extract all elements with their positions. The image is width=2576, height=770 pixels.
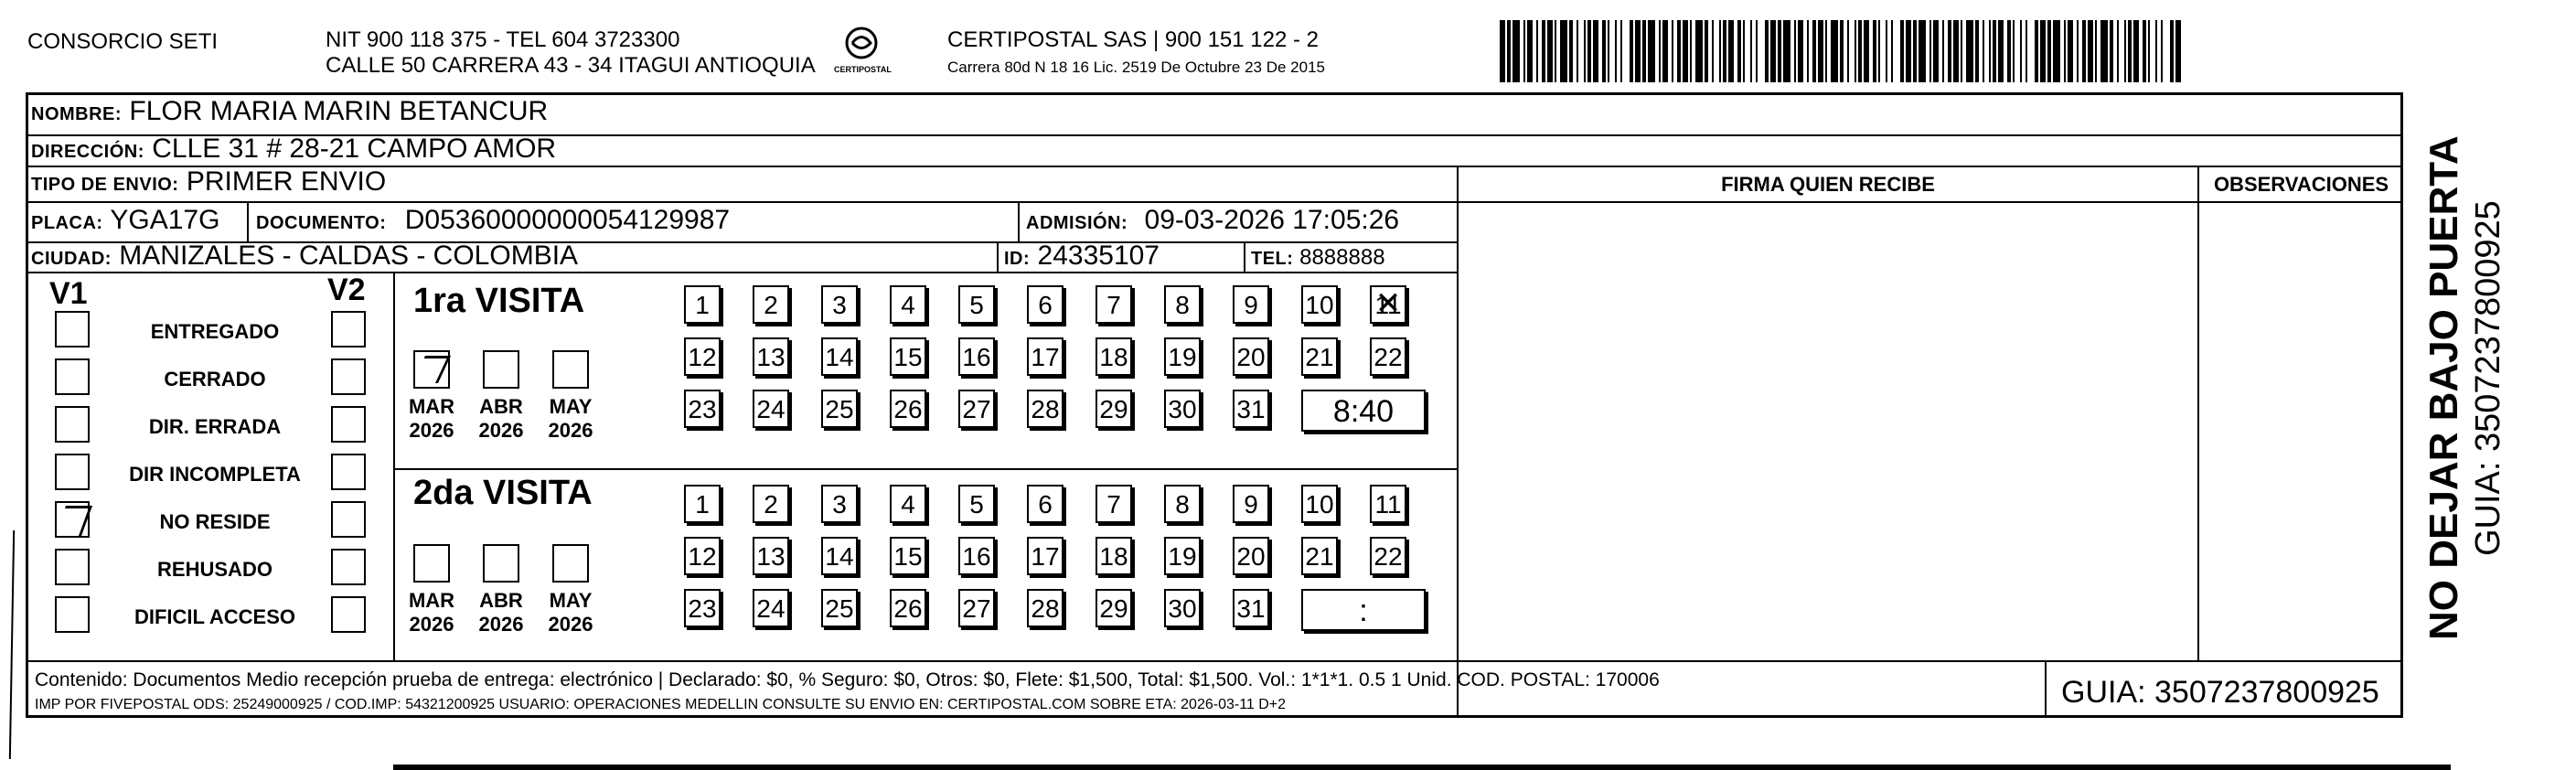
visit1-day-box[interactable]: 1 [684, 285, 721, 324]
tipo-label: TIPO DE ENVIO: [31, 175, 179, 195]
visit2-day-box[interactable]: 22 [1370, 537, 1406, 575]
barcode-bar [2027, 20, 2035, 82]
visit2-month-label: ABR [479, 589, 523, 612]
placa-field [31, 206, 219, 238]
visit1-day-box[interactable]: 25 [821, 390, 858, 428]
barcode-bar [1758, 20, 1765, 82]
visit1-day-box[interactable]: 7 [1096, 285, 1132, 324]
visit1-day-box[interactable]: 21 [1301, 337, 1338, 376]
certipostal-logo [834, 26, 892, 80]
barcode-bar [1622, 20, 1630, 82]
visit2-day-box[interactable]: 9 [1233, 485, 1269, 523]
visit1-month-checkbox[interactable] [413, 350, 450, 389]
placa-label: PLACA: [31, 213, 103, 233]
visit1-day-box[interactable]: 3 [821, 285, 858, 324]
visit1-title: 1ra VISITA [413, 282, 585, 320]
visit1-day-box[interactable]: 14 [821, 337, 858, 376]
firma-header: FIRMA QUIEN RECIBE [1721, 173, 1935, 196]
visit1-day-box[interactable]: 27 [958, 390, 995, 428]
visit1-day-box[interactable]: 22 [1370, 337, 1406, 376]
ciudad-label: CIUDAD: [31, 249, 112, 269]
visit1-day-box[interactable]: 10 [1301, 285, 1338, 324]
visit2-day-box[interactable]: 5 [958, 485, 995, 523]
direccion-label: DIRECCIÓN: [31, 142, 144, 162]
documento-label: DOCUMENTO: [256, 213, 387, 233]
footer-guia: GUIA: 3507237800925 [2061, 675, 2379, 710]
visit1-month-checkbox[interactable] [552, 350, 589, 389]
tel-label: TEL: [1251, 249, 1294, 269]
visit2-day-box[interactable]: 13 [753, 537, 789, 575]
visit2-day-box[interactable]: 26 [890, 589, 926, 627]
tel-value: 8888888 [1299, 245, 1385, 270]
no-dejar-bajo-puerta: NO DEJAR BAJO PUERTA [2421, 135, 2466, 640]
visit2-day-box[interactable]: 14 [821, 537, 858, 575]
v2-checkbox[interactable] [331, 549, 366, 585]
barcode-bar [1893, 20, 1900, 82]
ciudad-value: MANIZALES - CALDAS - COLOMBIA [119, 241, 579, 271]
status-label: REHUSADO [157, 558, 273, 581]
visit1-day-box[interactable]: 15 [890, 337, 926, 376]
license-line: Carrera 80d N 18 16 Lic. 2519 De Octubre 23 De 2015 [947, 59, 1325, 76]
visit1-month-checkbox[interactable] [483, 350, 519, 389]
status-label: CERRADO [164, 368, 266, 390]
visit2-month-label: MAR [408, 589, 455, 612]
visit1-day-box[interactable]: 31 [1233, 390, 1269, 428]
v1-header: V1 [49, 276, 88, 311]
visit2-day-box[interactable]: 18 [1096, 537, 1132, 575]
v1-checkbox[interactable] [55, 549, 90, 585]
company-name: CONSORCIO SETI [27, 29, 219, 54]
v2-checkbox[interactable] [331, 311, 366, 348]
visit2-day-box[interactable]: 30 [1164, 589, 1201, 627]
visit1-day-box[interactable]: 19 [1164, 337, 1201, 376]
barcode-bar [2100, 20, 2108, 82]
visit2-day-box[interactable]: 29 [1096, 589, 1132, 627]
visit1-year-label: 2026 [409, 419, 454, 442]
nombre-value: FLOR MARIA MARIN BETANCUR [129, 96, 549, 126]
visit2-day-box[interactable]: 23 [684, 589, 721, 627]
visit2-day-box[interactable]: 6 [1027, 485, 1064, 523]
visit2-day-box[interactable]: 21 [1301, 537, 1338, 575]
v2-checkbox[interactable] [331, 501, 366, 538]
id-value: 24335107 [1037, 241, 1160, 271]
scan-left-mark [9, 530, 15, 759]
address-line: CALLE 50 CARRERA 43 - 34 ITAGUI ANTIOQUIA [326, 53, 816, 78]
visit1-day-box[interactable]: 24 [753, 390, 789, 428]
visit2-month-checkbox[interactable] [552, 544, 589, 583]
visit2-day-box[interactable]: 24 [753, 589, 789, 627]
visit2-day-box[interactable]: 31 [1233, 589, 1269, 627]
scan-edge-line [393, 765, 2451, 770]
visit2-day-box[interactable]: 15 [890, 537, 926, 575]
visit1-day-box[interactable]: 12 [684, 337, 721, 376]
barcode [1500, 20, 2181, 82]
v2-checkbox[interactable] [331, 406, 366, 443]
documento-value: D05360000000054129987 [404, 205, 731, 235]
visit1-year-label: 2026 [548, 419, 593, 442]
v1-checkbox[interactable] [55, 454, 90, 490]
visit2-day-box[interactable]: 8 [1164, 485, 1201, 523]
visit2-day-box[interactable]: 2 [753, 485, 789, 523]
status-label: DIR INCOMPLETA [129, 463, 301, 486]
barcode-bar [1560, 20, 1567, 82]
visit2-year-label: 2026 [548, 613, 593, 636]
visit1-day-box[interactable]: 5 [958, 285, 995, 324]
visit1-day-box[interactable]: 18 [1096, 337, 1132, 376]
visit1-day-box[interactable]: 29 [1096, 390, 1132, 428]
admision-label: ADMISIÓN: [1026, 213, 1128, 233]
barcode-bar [1919, 20, 1926, 82]
v1-checkbox[interactable] [55, 596, 90, 633]
tipo-value: PRIMER ENVIO [186, 166, 387, 197]
barcode-bar [2175, 20, 2181, 82]
visit1-day-box[interactable]: 8 [1164, 285, 1201, 324]
visit1-day-box[interactable] [1370, 285, 1406, 324]
visit2-day-box[interactable]: 1 [684, 485, 721, 523]
direccion-value: CLLE 31 # 28-21 CAMPO AMOR [152, 134, 557, 164]
imp-line: IMP POR FIVEPOSTAL ODS: 25249000925 / COD.IMP: 54321200925 USUARIO: OPERACIONES MEDELLIN CONSULTE SU ENVIO EN: CERTIPOSTAL.COM SOBRE ETA: 2026-03-11 D+2 [35, 697, 1287, 712]
v2-checkbox[interactable] [331, 596, 366, 633]
visit2-day-box[interactable]: 27 [958, 589, 995, 627]
check-mark-icon [412, 356, 451, 383]
visit1-day-box[interactable]: 30 [1164, 390, 1201, 428]
visit2-day-box[interactable]: 25 [821, 589, 858, 627]
visit1-day-box[interactable]: 9 [1233, 285, 1269, 324]
v2-checkbox[interactable] [331, 358, 366, 395]
barcode-bar [1783, 20, 1790, 82]
visit2-day-box[interactable]: 10 [1301, 485, 1338, 523]
visit1-day-box[interactable]: 16 [958, 337, 995, 376]
placa-value: YGA17G [110, 205, 220, 235]
visit2-day-box[interactable]: 4 [890, 485, 926, 523]
tel-field [1251, 243, 1385, 273]
v1-checkbox[interactable] [55, 358, 90, 395]
nombre-field [31, 97, 548, 129]
direccion-field [31, 134, 556, 166]
v1-checkbox[interactable] [55, 406, 90, 443]
visit2-day-box[interactable]: 3 [821, 485, 858, 523]
visit1-day-box[interactable]: 23 [684, 390, 721, 428]
barcode-bar [1512, 20, 1520, 82]
status-label: DIFICIL ACCESO [134, 605, 295, 628]
visit1-day-box[interactable]: 20 [1233, 337, 1269, 376]
visit2-day-box[interactable]: 17 [1027, 537, 1064, 575]
documento-field [256, 206, 730, 238]
ciudad-field [31, 241, 578, 273]
v2-header: V2 [327, 273, 366, 307]
visit1-day-number: 11 [1374, 291, 1402, 319]
barcode-bar [2163, 20, 2170, 82]
status-label: ENTREGADO [150, 320, 280, 343]
nit-line: NIT 900 118 375 - TEL 604 3723300 [326, 27, 680, 52]
visit1-time-box[interactable]: 8:40 [1301, 390, 1426, 432]
visit1-month-label: ABR [479, 395, 523, 418]
visit1-year-label: 2026 [478, 419, 524, 442]
barcode-bar [1695, 20, 1703, 82]
v2-checkbox[interactable] [331, 454, 366, 490]
tipo-field [31, 167, 386, 199]
barcode-bar [1966, 20, 1973, 82]
visit1-day-box[interactable]: 13 [753, 337, 789, 376]
logo-mark-icon [841, 26, 882, 60]
v1-checkbox[interactable] [55, 311, 90, 348]
visit1-day-box[interactable]: 26 [890, 390, 926, 428]
v1-checkbox[interactable] [55, 501, 90, 538]
id-label: ID: [1004, 249, 1031, 269]
visit2-day-box[interactable]: 19 [1164, 537, 1201, 575]
barcode-bar [2053, 20, 2060, 82]
visit2-day-box[interactable]: 7 [1096, 485, 1132, 523]
visit2-day-box[interactable]: 12 [684, 537, 721, 575]
visit1-month-label: MAY [549, 395, 593, 418]
logo-text: CERTIPOSTAL [834, 65, 892, 74]
observaciones-header: OBSERVACIONES [2213, 173, 2389, 196]
visit2-time-box[interactable]: : [1301, 589, 1426, 631]
admision-value: 09-03-2026 17:05:26 [1144, 205, 1400, 235]
visit2-day-box[interactable]: 16 [958, 537, 995, 575]
visit2-day-box[interactable]: 20 [1233, 537, 1269, 575]
nombre-label: NOMBRE: [31, 104, 123, 124]
visit1-month-label: MAR [408, 395, 455, 418]
visit2-day-box[interactable]: 28 [1027, 589, 1064, 627]
status-label: NO RESIDE [159, 510, 271, 533]
barcode-bar [1831, 20, 1838, 82]
visit2-month-label: MAY [549, 589, 593, 612]
barcode-bar [1648, 20, 1655, 82]
visit2-title: 2da VISITA [413, 474, 593, 512]
visit1-day-box[interactable]: 28 [1027, 390, 1064, 428]
visit1-day-box[interactable]: 17 [1027, 337, 1064, 376]
visit1-day-box[interactable]: 4 [890, 285, 926, 324]
visit2-year-label: 2026 [478, 613, 524, 636]
admision-field [1026, 206, 1399, 238]
visit2-day-box[interactable]: 11 [1370, 485, 1406, 523]
visit2-year-label: 2026 [409, 613, 454, 636]
id-field [1004, 241, 1160, 273]
visit2-month-checkbox[interactable] [483, 544, 519, 583]
certipostal-line: CERTIPOSTAL SAS | 900 151 122 - 2 [947, 27, 1319, 52]
visit2-month-checkbox[interactable] [413, 544, 450, 583]
status-label: DIR. ERRADA [148, 415, 282, 438]
side-guia: GUIA: 3507237800925 [2469, 200, 2507, 556]
visit1-day-box[interactable]: 2 [753, 285, 789, 324]
contenido-line: Contenido: Documentos Medio recepción prueba de entrega: electrónico | Declarado: $0, % Seguro: $0, Otros: $0, Flete: $1,500, Total: $1,500. Vol.: 1*1*1. 0.5 1 Unid. COD. POSTAL: 170006 [35, 669, 1660, 690]
visit1-day-box[interactable]: 6 [1027, 285, 1064, 324]
